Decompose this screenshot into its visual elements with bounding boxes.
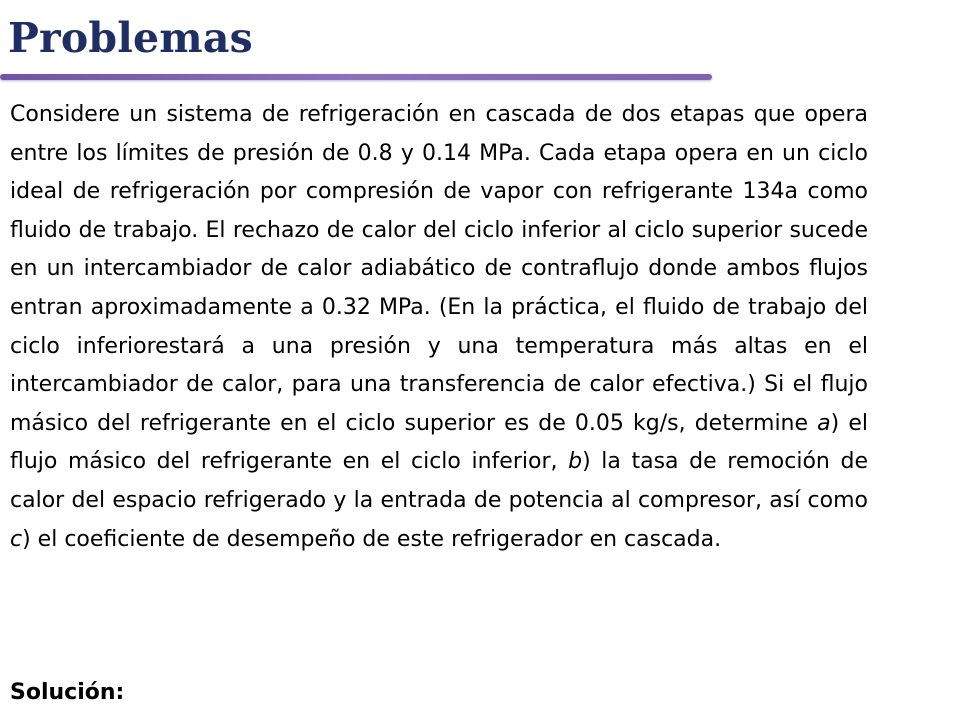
title-underline (0, 74, 712, 80)
problem-text-part-4: ) el coeficiente de desempeño de este refrigerador en cascada. (22, 526, 722, 552)
problem-text-part-1: Considere un sistema de refrigeración en cascada de dos etapas que opera entre los límites de presión de 0.8 y 0.14 MPa. Cada etapa opera en un ciclo ideal de refrigeración por compresión de vapor con refrigerante 134a como fluido de trabajo. El rechazo de calor del ciclo inferior al ciclo superior sucede en un intercambiador de calor adiabático de contraflujo donde ambos flujos entran aproximadamente a 0.32 MPa. (En la práctica, el fluido de trabajo del ciclo inferiorestará a una presión y una temperatura más altas en el intercambiador de calor, para una transferencia de calor efectiva.) Si el flujo másico del refrigerante en el ciclo superior es de 0.05 kg/s, determine (10, 102, 868, 436)
solution-heading: Solución: (10, 680, 125, 705)
problem-text-part-2: ) el flujo másico del refrigerante en el ciclo inferior, (10, 410, 868, 475)
slide-title: Problemas (8, 14, 253, 62)
problem-label-b: b (568, 449, 583, 475)
problem-statement (10, 96, 868, 559)
problem-label-a: a (817, 410, 831, 436)
problem-text-part-3: ) la tasa de remoción de calor del espacio refrigerado y la entrada de potencia al compresor, así como (10, 449, 868, 513)
problem-label-c: c (10, 526, 23, 552)
